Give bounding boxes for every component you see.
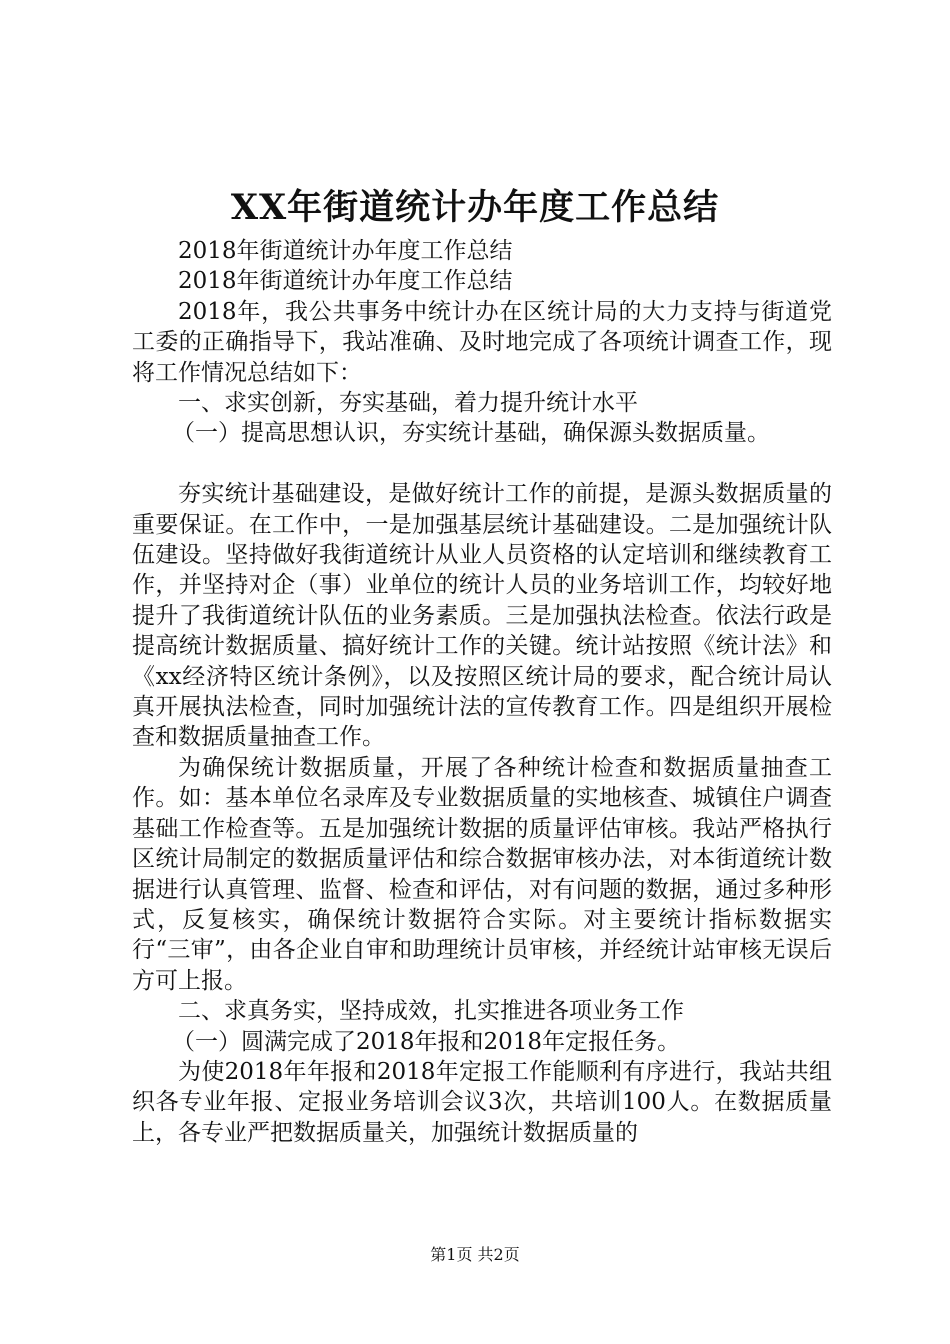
paragraph-subtitle-2: 2018年街道统计办年度工作总结 bbox=[178, 268, 513, 295]
document-title: XX年街道统计办年度工作总结 bbox=[230, 187, 720, 228]
paragraph-body-2: 为确保统计数据质量，开展了各种统计检查和数据质量抽查工作。如：基本单位名录库及专业数据质量的实地核查、城镇住户调查基础工作检查等。五是加强统计数据的质量评估审核。我站严格执行区统计局制定的数据质量评估和综合数据审核办法，对本街道统计数据进行认真管理、监督、检查和评估，对有问题的数据，通过多种形式，反复核实，确保统计数据符合实际。对主要统计指标数据实行“三审”，由各企业自审和助理统计员审核，并经统计站审核无误后方可上报。 bbox=[132, 754, 832, 994]
paragraph-intro: 2018年，我公共事务中统计办在区统计局的大力支持与街道党工委的正确指导下，我站准确、及时地完成了各项统计调查工作，现将工作情况总结如下： bbox=[132, 298, 832, 386]
paragraph-body-3: 为使2018年年报和2018年定报工作能顺利有序进行，我站共组织各专业年报、定报业务培训会议3次，共培训100人。在数据质量上，各专业严把数据质量关，加强统计数据质量的 bbox=[132, 1058, 832, 1146]
document-body bbox=[132, 236, 832, 1148]
paragraph-body-1: 夯实统计基础建设，是做好统计工作的前提，是源头数据质量的重要保证。在工作中，一是加强基层统计基础建设。二是加强统计队伍建设。坚持做好我街道统计从业人员资格的认定培训和继续教育工作，并坚持对企（事）业单位的统计人员的业务培训工作，均较好地提升了我街道统计队伍的业务素质。三是加强执法检查。依法行政是提高统计数据质量、搞好统计工作的关键。统计站按照《统计法》和《xx经济特区统计条例》，以及按照区统计局的要求，配合统计局认真开展执法检查，同时加强统计法的宣传教育工作。四是组织开展检查和数据质量抽查工作。 bbox=[132, 481, 832, 751]
subsection-heading-2-1: （一）圆满完成了2018年报和2018年定报任务。 bbox=[172, 1028, 681, 1055]
section-heading-2: 二、求真务实，坚持成效，扎实推进各项业务工作 bbox=[178, 998, 684, 1025]
page-footer: 第1页 共2页 bbox=[430, 1245, 520, 1264]
paragraph-subtitle-1: 2018年街道统计办年度工作总结 bbox=[178, 238, 513, 264]
paragraph-gap bbox=[132, 449, 832, 479]
subsection-heading-1-1: （一）提高思想认识，夯实统计基础，确保源头数据质量。 bbox=[172, 420, 770, 447]
section-heading-1: 一、求实创新，夯实基础，着力提升统计水平 bbox=[178, 390, 638, 417]
